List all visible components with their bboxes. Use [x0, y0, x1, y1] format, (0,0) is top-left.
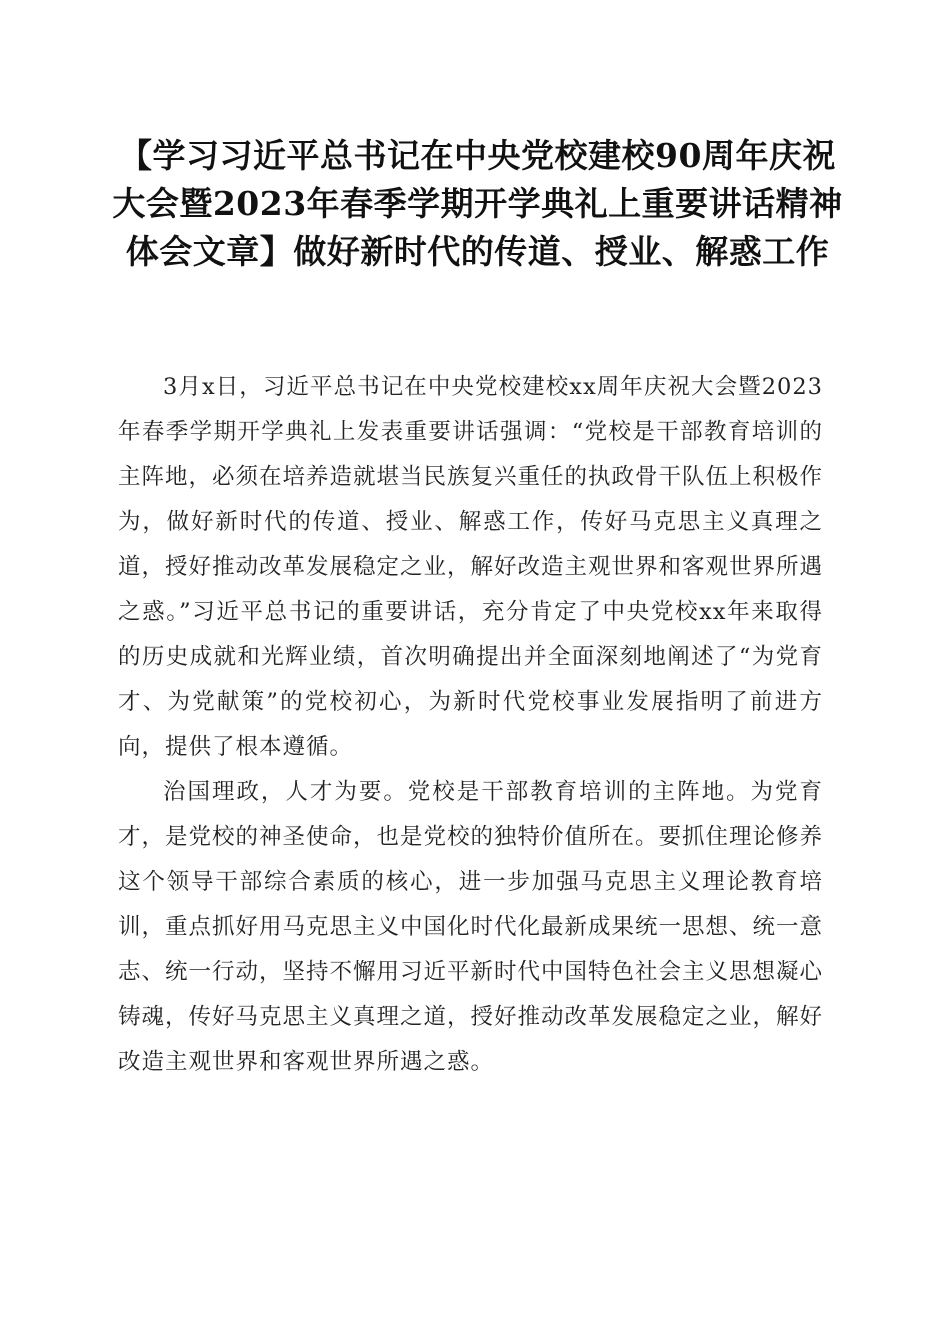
document-title: 【学习习近平总书记在中央党校建校90周年庆祝大会暨2023年春季学期开学典礼上重要讲话精神体会文章】做好新时代的传道、授业、解惑工作	[112, 136, 843, 271]
document-body	[118, 365, 823, 1085]
body-paragraph: 3月x日，习近平总书记在中央党校建校xx周年庆祝大会暨2023年春季学期开学典礼上发表重要讲话强调：“党校是干部教育培训的主阵地，必须在培养造就堪当民族复兴重任的执政骨干队伍上积极作为，做好新时代的传道、授业、解惑工作，传好马克思主义真理之道，授好推动改革发展稳定之业，解好改造主观世界和客观世界所遇之惑。”习近平总书记的重要讲话，充分肯定了中央党校xx年来取得的历史成就和光辉业绩，首次明确提出并全面深刻地阐述了“为党育才、为党献策”的党校初心，为新时代党校事业发展指明了前进方向，提供了根本遵循。	[118, 374, 824, 760]
body-paragraph: 治国理政，人才为要。党校是干部教育培训的主阵地。为党育才，是党校的神圣使命，也是党校的独特价值所在。要抓住理论修养这个领导干部综合素质的核心，进一步加强马克思主义理论教育培训，重点抓好用马克思主义中国化时代化最新成果统一思想、统一意志、统一行动，坚持不懈用习近平新时代中国特色社会主义思想凝心铸魂，传好马克思主义真理之道，授好推动改革发展稳定之业，解好改造主观世界和客观世界所遇之惑。	[118, 779, 824, 1075]
